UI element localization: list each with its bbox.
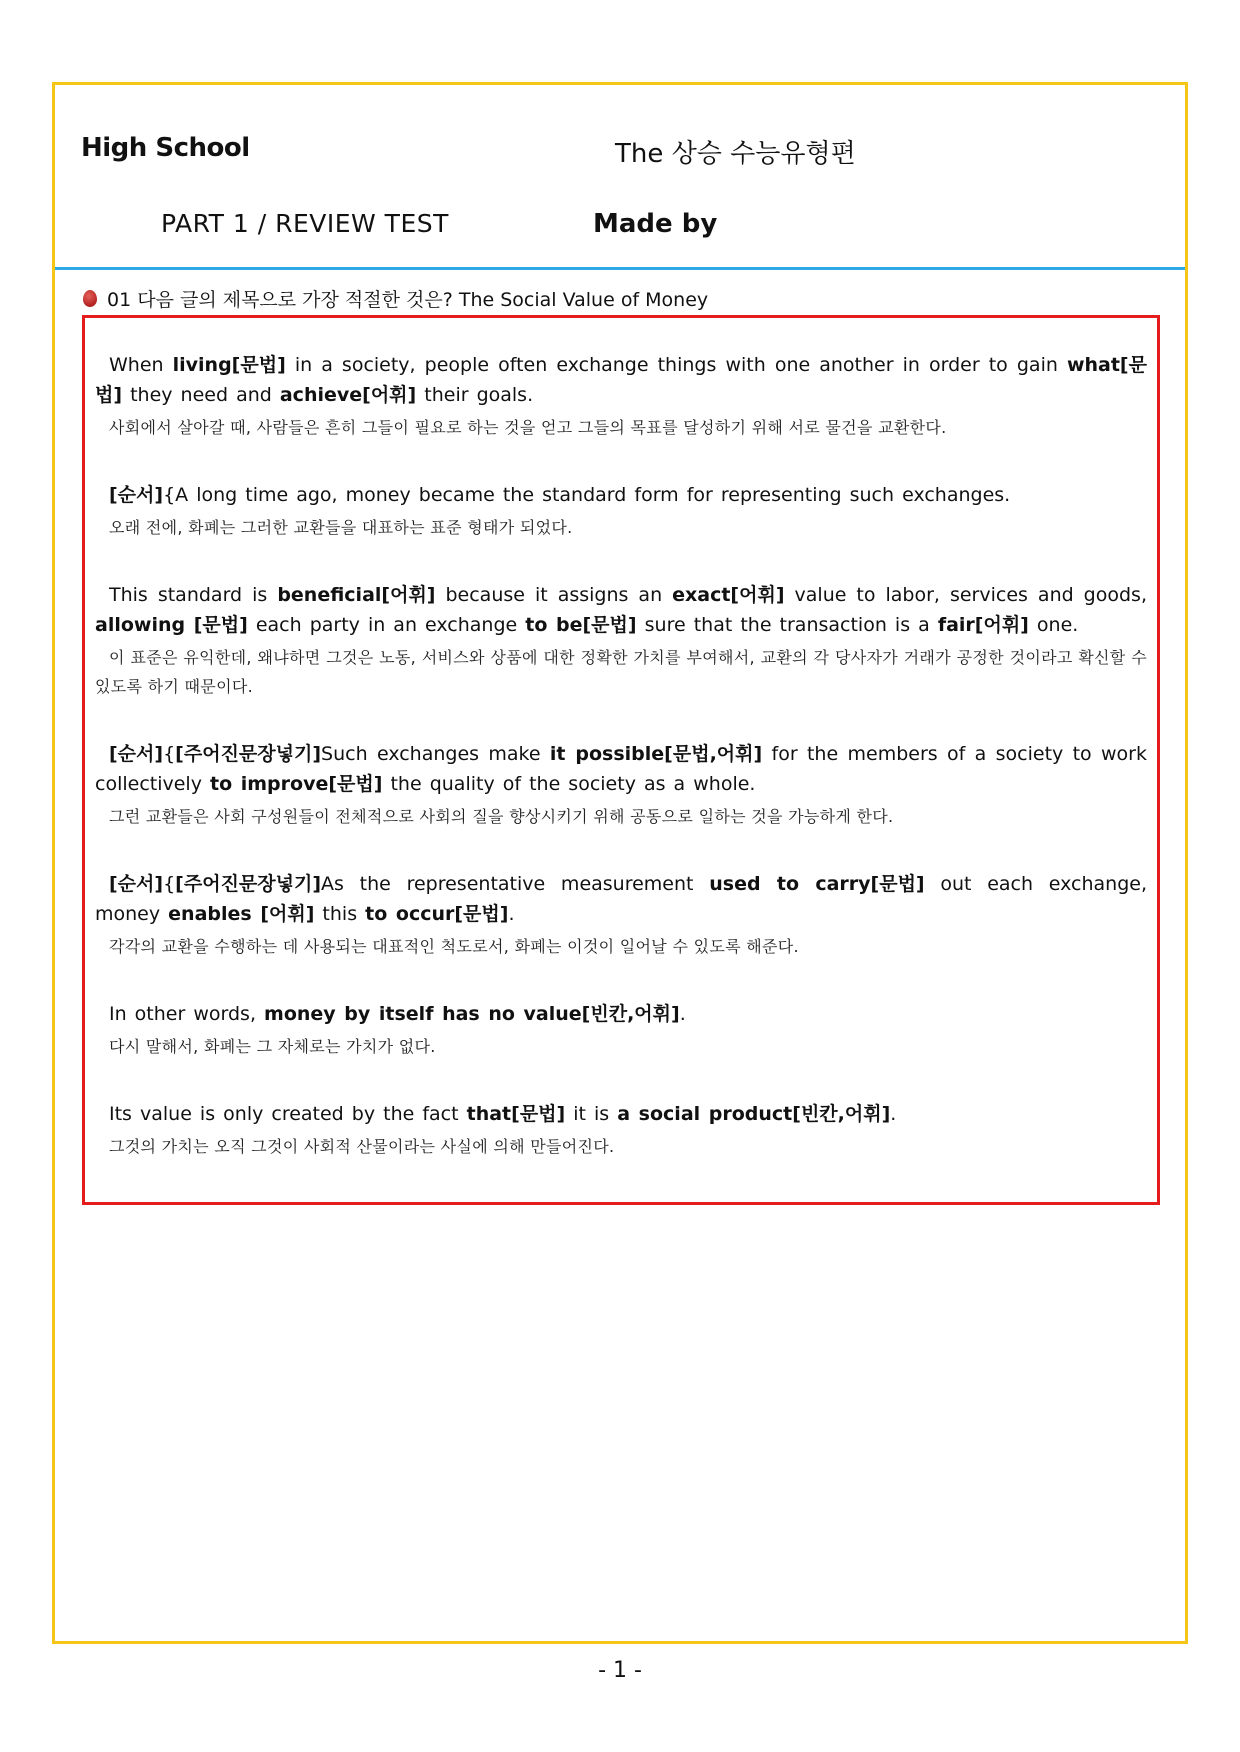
korean-translation: 이 표준은 유익한데, 왜냐하면 그것은 노동, 서비스와 상품에 대한 정확한 가치를 부여해서, 교환의 각 당사자가 거래가 공정한 것이라고 확신할 수 있도록 하기 때문이다.: [95, 648, 1147, 696]
annotated-phrase: [순서]: [109, 873, 164, 895]
question-heading: [83, 285, 708, 312]
passage-paragraph: [95, 1099, 1147, 1161]
annotated-phrase: [주어진문장넣기]: [175, 743, 322, 765]
sentence-text: This standard is: [109, 584, 278, 606]
english-sentence: [95, 580, 1147, 640]
sentence-text: {: [163, 873, 176, 895]
annotated-phrase: [순서]: [109, 743, 164, 765]
sentence-text: each party in an exchange: [247, 614, 526, 636]
annotated-phrase: [주어진문장넣기]: [175, 873, 322, 895]
passage-box: [82, 315, 1160, 1205]
sentence-text: for the members of a society to work collectively: [95, 743, 1147, 795]
korean-translation: 그것의 가치는 오직 그것이 사회적 산물이라는 사실에 의해 만들어진다.: [109, 1137, 615, 1156]
korean-translation: 각각의 교환을 수행하는 데 사용되는 대표적인 척도로서, 화폐는 이것이 일어날 수 있도록 해준다.: [109, 937, 799, 956]
annotated-phrase: enables [어휘]: [168, 903, 315, 925]
english-sentence: [95, 739, 1147, 799]
english-sentence: [95, 350, 1147, 410]
page-number: - 1 -: [598, 1658, 642, 1683]
english-sentence: [95, 1099, 1147, 1129]
sentence-text: When: [109, 354, 173, 376]
annotated-phrase: achieve[어휘]: [279, 384, 417, 406]
sentence-text: .: [679, 1003, 686, 1025]
passage-paragraph: [95, 480, 1147, 542]
sentence-text: their goals.: [416, 384, 534, 406]
annotated-phrase: fair[어휘]: [937, 614, 1029, 636]
sentence-text: {A long time ago, money became the standard form for representing such exchanges.: [163, 484, 1011, 506]
sentence-text: As the representative measurement: [321, 873, 710, 895]
annotated-phrase: a social product[빈칸,어휘]: [617, 1103, 891, 1125]
question-text: 01 다음 글의 제목으로 가장 적절한 것은? The Social Value of Money: [107, 289, 709, 311]
sentence-text: out each exchange, money: [95, 873, 1147, 925]
annotated-phrase: exact[어휘]: [672, 584, 785, 606]
sentence-text: value to labor, services and goods,: [784, 584, 1147, 606]
english-sentence: [95, 480, 1147, 510]
sentence-text: Such exchanges make: [321, 743, 550, 765]
annotated-phrase: allowing [문법]: [95, 614, 248, 636]
korean-translation: 사회에서 살아갈 때, 사람들은 흔히 그들이 필요로 하는 것을 얻고 그들의 목표를 달성하기 위해 서로 물건을 교환한다.: [109, 418, 947, 437]
sentence-text: because it assigns an: [435, 584, 673, 606]
annotated-phrase: to improve[문법]: [210, 773, 383, 795]
book-title: The 상승 수능유형편: [615, 139, 856, 169]
sentence-text: .: [890, 1103, 897, 1125]
annotated-phrase: to be[문법]: [525, 614, 637, 636]
sentence-text: it is: [565, 1103, 618, 1125]
annotated-phrase: it possible[문법,어휘]: [549, 743, 763, 765]
strawberry-bullet-icon: [83, 290, 97, 307]
annotated-phrase: money by itself has no value[빈칸,어휘]: [264, 1003, 680, 1025]
sentence-text: In other words,: [109, 1003, 265, 1025]
passage-paragraph: [95, 739, 1147, 831]
passage-paragraph: [95, 999, 1147, 1061]
passage-paragraph: [95, 580, 1147, 701]
annotated-phrase: used to carry[문법]: [709, 873, 925, 895]
sentence-text: .: [508, 903, 515, 925]
sentence-text: Its value is only created by the fact: [109, 1103, 467, 1125]
korean-translation: 오래 전에, 화폐는 그러한 교환들을 대표하는 표준 형태가 되었다.: [109, 518, 573, 537]
annotated-phrase: that[문법]: [466, 1103, 566, 1125]
english-sentence: [95, 999, 1147, 1029]
sentence-text: they need and: [122, 384, 280, 406]
sentence-text: in a society, people often exchange things with one another in order to gain: [285, 354, 1067, 376]
sentence-text: one.: [1028, 614, 1079, 636]
page-frame: [52, 82, 1188, 1644]
sentence-text: this: [314, 903, 366, 925]
korean-translation: 다시 말해서, 화폐는 그 자체로는 가치가 없다.: [109, 1037, 436, 1056]
korean-translation: 그런 교환들은 사회 구성원들이 전체적으로 사회의 질을 향상시키기 위해 공동으로 일하는 것을 가능하게 한다.: [109, 807, 894, 826]
annotated-phrase: beneficial[어휘]: [277, 584, 436, 606]
header-divider: [55, 267, 1185, 270]
sentence-text: {: [163, 743, 176, 765]
annotated-phrase: living[문법]: [172, 354, 286, 376]
passage-paragraph: [95, 350, 1147, 442]
part-label: PART 1 / REVIEW TEST: [161, 209, 449, 238]
school-level: High School: [81, 133, 250, 163]
english-sentence: [95, 869, 1147, 929]
made-by-label: Made by: [593, 209, 718, 239]
annotated-phrase: to occur[문법]: [365, 903, 509, 925]
annotated-phrase: what[문법]: [95, 354, 1147, 406]
passage-paragraph: [95, 869, 1147, 961]
sentence-text: sure that the transaction is a: [636, 614, 938, 636]
sentence-text: the quality of the society as a whole.: [382, 773, 756, 795]
annotated-phrase: [순서]: [109, 484, 164, 506]
